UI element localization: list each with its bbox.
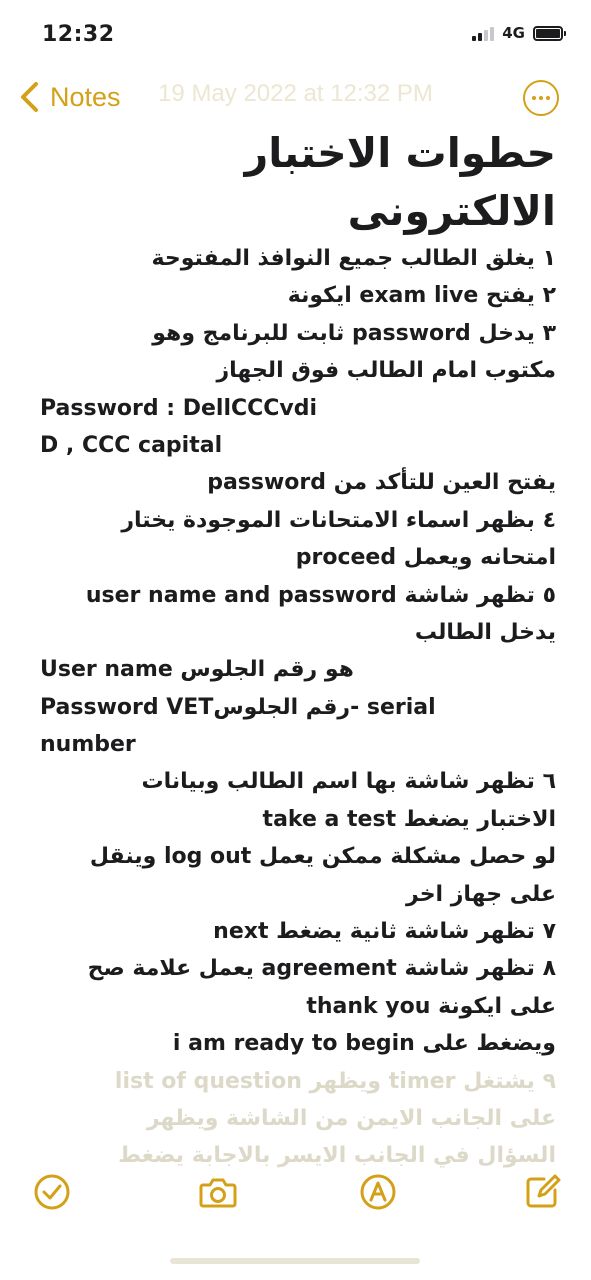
note-line: ٩ يشتغل timer ويظهر list of question — [114, 1068, 556, 1094]
checklist-icon — [30, 1170, 74, 1214]
note-line: Password : DellCCCvdi — [40, 395, 318, 421]
ellipsis-icon — [532, 96, 536, 100]
note-line: على جهاز اخر — [406, 881, 556, 907]
bottom-toolbar — [0, 1170, 591, 1230]
network-label: 4G — [502, 24, 525, 42]
note-line: الاختبار يضغط take a test — [262, 806, 556, 832]
status-bar — [0, 0, 591, 70]
back-label: Notes — [50, 81, 121, 112]
compose-button[interactable] — [520, 1170, 564, 1214]
note-line: ٥ تظهر شاشة user name and password — [85, 582, 556, 608]
back-to-notes-button[interactable] — [18, 80, 121, 114]
note-line: لو حصل مشكلة ممكن يعمل log out وينقل — [89, 844, 556, 870]
note-line: على الجانب الايمن من الشاشة ويظهر — [146, 1105, 556, 1131]
note-date: 19 May 2022 at 12:32 PM — [158, 80, 433, 107]
chevron-left-icon — [18, 80, 42, 114]
checklist-button[interactable] — [30, 1170, 74, 1214]
note-line: السؤال في الجانب الايسر بالاجابة يضغط — [118, 1143, 556, 1169]
nav-bar — [0, 72, 591, 128]
note-line: Password VETرقم الجلوس- serial — [40, 694, 436, 720]
note-line: ٨ تظهر شاشة agreement يعمل علامة صح — [87, 956, 556, 982]
signal-icon — [472, 25, 494, 41]
note-line: يدخل الطالب — [414, 619, 556, 645]
note-line: D , CCC capital — [40, 432, 223, 458]
note-line: ٧ تظهر شاشة ثانية يضغط next — [213, 919, 556, 945]
markup-button[interactable] — [356, 1170, 400, 1214]
note-title-line: الالكترونى — [347, 187, 556, 235]
note-line: مكتوب امام الطالب فوق الجهاز — [216, 358, 556, 384]
camera-button[interactable] — [196, 1170, 240, 1214]
home-indicator — [170, 1258, 420, 1264]
note-line: ٣ يدخل password ثابت للبرنامج وهو — [152, 320, 556, 346]
battery-icon — [533, 26, 563, 41]
note-line: ويضغط على i am ready to begin — [172, 1031, 556, 1057]
markup-icon — [356, 1170, 400, 1214]
note-line: number — [40, 732, 136, 758]
note-line: ٦ تظهر شاشة بها اسم الطالب وبيانات — [141, 769, 556, 795]
note-line: User name هو رقم الجلوس — [40, 657, 354, 683]
note-lines — [36, 240, 556, 1175]
note-line: ١ يغلق الطالب جميع النوافذ المفتوحة — [151, 246, 556, 271]
note-line: على ايكونة thank you — [306, 993, 556, 1019]
note-line: ٢ يفتح exam live ايكونة — [287, 283, 556, 309]
note-title — [36, 124, 556, 240]
status-indicators — [472, 24, 563, 42]
more-options-button[interactable] — [523, 80, 559, 116]
note-body[interactable] — [36, 124, 556, 1175]
status-time: 12:32 — [42, 22, 115, 47]
note-line: امتحانه ويعمل proceed — [295, 545, 556, 571]
note-title-line: حطوات الاختبار — [244, 129, 556, 177]
note-line: ٤ بظهر اسماء الامتحانات الموجودة يختار — [121, 507, 556, 533]
compose-icon — [520, 1170, 564, 1214]
note-line: يفتح العين للتأكد من password — [207, 470, 556, 496]
camera-icon — [196, 1170, 240, 1214]
